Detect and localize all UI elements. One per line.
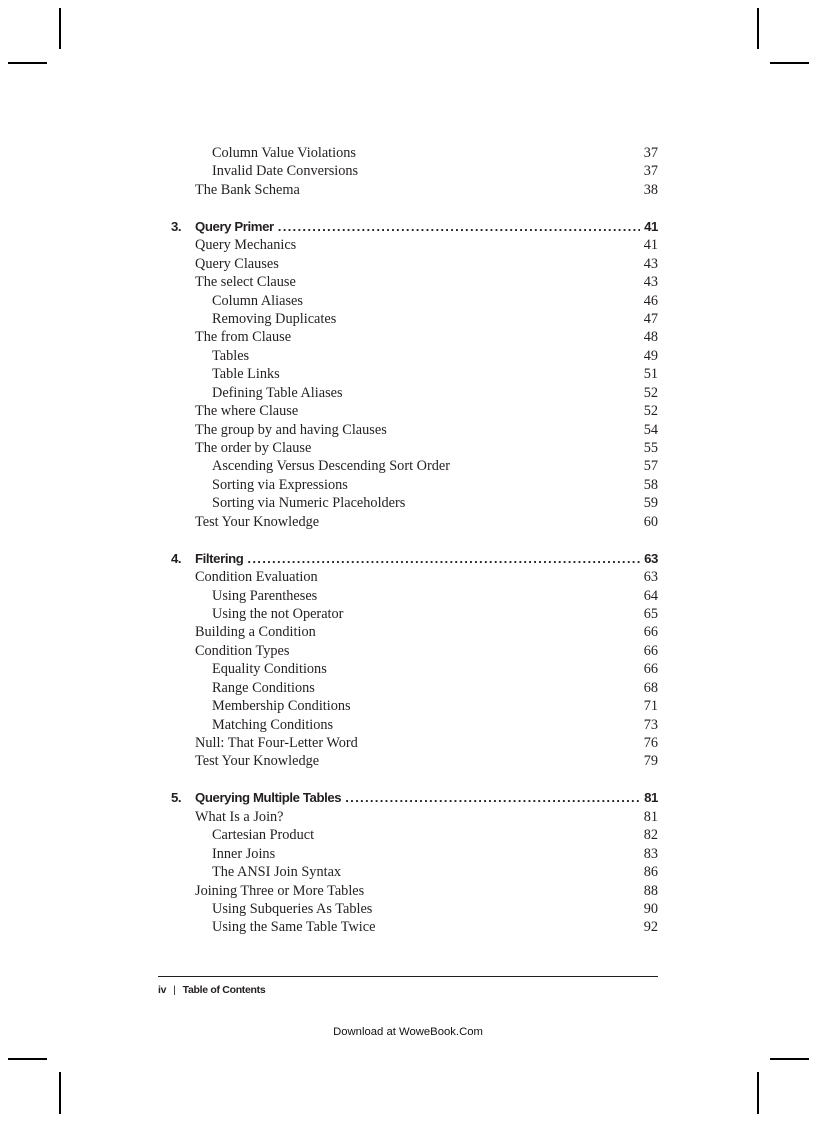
- toc-entry-page: 66: [643, 642, 658, 659]
- toc-entry-page: 83: [643, 845, 658, 862]
- toc-entry-page: 57: [643, 458, 658, 475]
- toc-entry[interactable]: [171, 255, 658, 273]
- chapter-page: 63: [644, 550, 658, 566]
- toc-entry-page: 41: [643, 237, 658, 254]
- toc-entry-title: Using Parentheses: [212, 587, 318, 604]
- toc-entry[interactable]: [171, 623, 658, 641]
- crop-mark-top-left-horizontal: [8, 62, 47, 64]
- toc-entry[interactable]: [171, 273, 658, 291]
- toc-entry-page: 66: [643, 661, 658, 678]
- toc-entry[interactable]: [171, 513, 658, 531]
- toc-entry[interactable]: [171, 679, 658, 697]
- footer-rule: [158, 976, 658, 977]
- toc-entry-page: 76: [643, 735, 658, 751]
- toc-entry-page: 71: [643, 698, 658, 715]
- toc-entry-title: Null: That Four-Letter Word: [195, 735, 358, 751]
- crop-mark-bottom-right-horizontal: [770, 1058, 809, 1060]
- toc-entry[interactable]: [171, 845, 658, 863]
- toc-entry-title: Sorting via Numeric Placeholders: [212, 495, 406, 512]
- toc-entry[interactable]: [171, 494, 658, 512]
- toc-entry[interactable]: [171, 752, 658, 770]
- toc-entry[interactable]: [171, 402, 658, 420]
- toc-entry-page: 90: [643, 900, 658, 917]
- toc-entry-page: 73: [643, 716, 658, 733]
- toc-entry-page: 48: [643, 329, 658, 346]
- crop-mark-top-right-vertical: [757, 8, 759, 49]
- toc-entry[interactable]: [171, 882, 658, 900]
- chapter-page: 81: [644, 790, 658, 806]
- toc-entry-title: Query Mechanics: [195, 237, 297, 254]
- toc-entry[interactable]: [171, 826, 658, 844]
- page-footer: [158, 984, 265, 996]
- crop-mark-top-right-horizontal: [770, 62, 809, 64]
- chapter-title: Querying Multiple Tables: [195, 790, 342, 806]
- dot-leader: [247, 550, 640, 568]
- toc-entry-title: The order by Clause: [195, 440, 312, 456]
- toc-entry-page: 59: [643, 495, 658, 512]
- toc-entry-title: Invalid Date Conversions: [212, 163, 359, 180]
- toc-entry-page: 79: [643, 753, 658, 770]
- dot-leader: [345, 789, 640, 807]
- toc-entry-title: Matching Conditions: [212, 716, 334, 733]
- toc-entry[interactable]: [171, 587, 658, 605]
- toc-entry-title: Using the not Operator: [212, 605, 344, 622]
- toc-entry-title: Test Your Knowledge: [195, 753, 320, 770]
- toc-entry-title: The where Clause: [195, 403, 299, 420]
- toc-entry-page: 92: [643, 919, 658, 936]
- toc-entry-page: 88: [643, 882, 658, 899]
- toc-entry-title: Condition Evaluation: [195, 569, 318, 586]
- crop-mark-bottom-left-horizontal: [8, 1058, 47, 1060]
- toc-entry[interactable]: [171, 384, 658, 402]
- toc-entry-page: 51: [643, 366, 658, 383]
- toc-entry[interactable]: [171, 900, 658, 918]
- toc-entry-page: 63: [643, 569, 658, 586]
- toc-entry-title: What Is a Join?: [195, 808, 284, 825]
- toc-entry[interactable]: [171, 181, 658, 199]
- toc-entry[interactable]: [171, 918, 658, 936]
- toc-entry[interactable]: [171, 716, 658, 734]
- chapter-title: Query Primer: [195, 218, 274, 234]
- toc-entry[interactable]: [171, 144, 658, 162]
- footer-section-title: Table of Contents: [182, 984, 266, 996]
- toc-entry-page: 52: [643, 403, 658, 420]
- toc-entry[interactable]: [171, 236, 658, 254]
- toc-entry-title: The select Clause: [195, 274, 296, 291]
- toc-entry-title: Column Value Violations: [212, 145, 356, 161]
- toc-entry-page: 55: [643, 440, 658, 456]
- chapter-number: 4.: [171, 550, 182, 566]
- chapter-page: 41: [644, 218, 658, 234]
- chapter-number: 3.: [171, 218, 182, 234]
- toc-entry[interactable]: [171, 162, 658, 180]
- toc-entry-page: 82: [643, 827, 658, 844]
- toc-entry-title: Membership Conditions: [212, 698, 351, 715]
- toc-entry[interactable]: [171, 310, 658, 328]
- footer-separator: |: [173, 984, 176, 996]
- toc-entry-title: Using Subqueries As Tables: [212, 900, 373, 917]
- crop-mark-top-left-vertical: [59, 8, 61, 49]
- toc-entry-title: Equality Conditions: [212, 661, 327, 678]
- toc-entry-title: Removing Duplicates: [212, 310, 337, 327]
- crop-mark-bottom-right-vertical: [757, 1072, 759, 1114]
- toc-entry[interactable]: [171, 642, 658, 660]
- toc-chapter-heading[interactable]: [171, 789, 658, 807]
- crop-mark-bottom-left-vertical: [59, 1072, 61, 1114]
- toc-entry[interactable]: [171, 421, 658, 439]
- toc-entry-title: The group by and having Clauses: [195, 421, 387, 438]
- toc-entry-title: Cartesian Product: [212, 827, 315, 844]
- toc-entry-title: The from Clause: [195, 329, 292, 346]
- toc-entry-title: Table Links: [212, 366, 280, 383]
- toc-entry[interactable]: [171, 568, 658, 586]
- toc-entry-page: 43: [643, 274, 658, 291]
- toc-entry-title: Ascending Versus Descending Sort Order: [212, 458, 450, 475]
- toc-entry[interactable]: [171, 863, 658, 881]
- chapter-number: 5.: [171, 790, 182, 806]
- download-notice: Download at WoweBook.Com: [333, 1026, 483, 1038]
- toc-entry-page: 43: [643, 255, 658, 272]
- toc-entry-page: 46: [643, 292, 658, 309]
- toc-entry-title: The ANSI Join Syntax: [212, 864, 342, 881]
- toc-entry-title: Query Clauses: [195, 255, 279, 272]
- toc-entry[interactable]: [171, 476, 658, 494]
- toc-chapter-heading[interactable]: [171, 550, 658, 568]
- toc-entry-page: 58: [643, 476, 658, 493]
- toc-entry-page: 54: [643, 421, 658, 438]
- toc-entry-page: 52: [643, 384, 658, 401]
- toc-entry-page: 49: [643, 347, 658, 364]
- table-of-contents: [171, 144, 658, 937]
- toc-entry-title: The Bank Schema: [195, 181, 300, 198]
- toc-entry-page: 38: [643, 181, 658, 198]
- toc-entry[interactable]: [171, 365, 658, 383]
- toc-entry[interactable]: [171, 292, 658, 310]
- toc-entry[interactable]: [171, 808, 658, 826]
- toc-entry-page: 65: [643, 605, 658, 622]
- toc-entry-title: Column Aliases: [212, 292, 303, 309]
- toc-entry-title: Test Your Knowledge: [195, 513, 320, 530]
- toc-entry[interactable]: [171, 457, 658, 475]
- toc-entry-title: Condition Types: [195, 642, 290, 659]
- toc-entry-page: 66: [643, 624, 658, 641]
- toc-entry-title: Range Conditions: [212, 679, 315, 696]
- toc-entry-title: Sorting via Expressions: [212, 476, 348, 493]
- toc-entry[interactable]: [171, 605, 658, 623]
- toc-entry[interactable]: [171, 328, 658, 346]
- dot-leader: [278, 218, 640, 236]
- toc-entry-title: Using the Same Table Twice: [212, 919, 376, 936]
- toc-chapter-heading[interactable]: [171, 218, 658, 236]
- toc-entry-page: 86: [643, 864, 658, 881]
- toc-entry-page: 37: [643, 163, 658, 180]
- toc-entry-title: Inner Joins: [212, 845, 276, 862]
- toc-entry-title: Tables: [212, 347, 250, 364]
- toc-entry-page: 68: [643, 679, 658, 696]
- toc-entry-page: 60: [643, 513, 658, 530]
- toc-entry-title: Defining Table Aliases: [212, 384, 343, 401]
- toc-entry-page: 47: [643, 310, 658, 327]
- footer-page-number: iv: [158, 984, 167, 996]
- chapter-title: Filtering: [195, 550, 244, 566]
- toc-entry[interactable]: [171, 660, 658, 678]
- toc-entry-page: 81: [643, 808, 658, 825]
- toc-entry[interactable]: [171, 439, 658, 457]
- toc-entry-title: Joining Three or More Tables: [195, 882, 365, 899]
- toc-entry[interactable]: [171, 347, 658, 365]
- toc-entry-page: 64: [643, 587, 658, 604]
- toc-entry-title: Building a Condition: [195, 624, 316, 641]
- toc-entry[interactable]: [171, 697, 658, 715]
- toc-entry-page: 37: [643, 145, 658, 161]
- toc-entry[interactable]: [171, 734, 658, 752]
